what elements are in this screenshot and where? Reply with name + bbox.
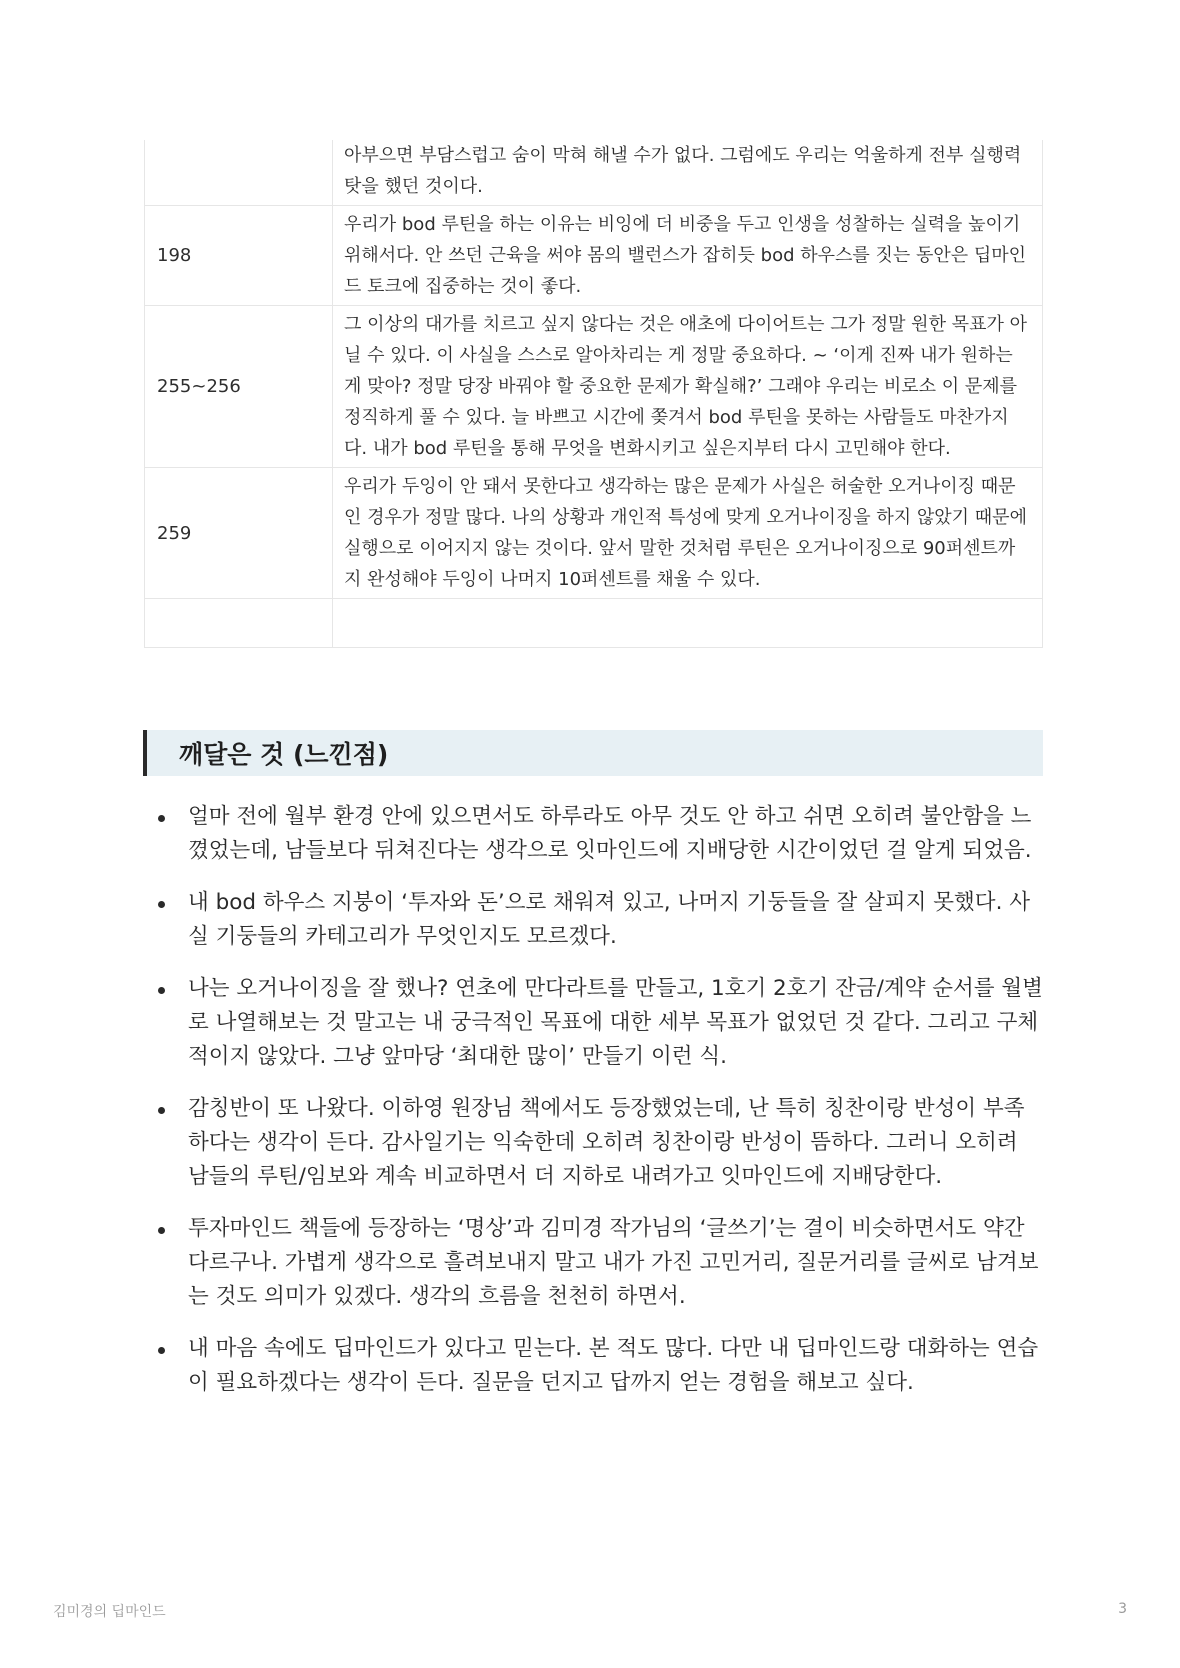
list-item [144,1092,1044,1194]
table-row [145,206,1043,306]
list-item-text: 내 bod 하우스 지붕이 ‘투자와 돈’으로 채워져 있고, 나머지 기둥들을 잘 살피지 못했다. 사실 기둥들의 카테고리가 무엇인지도 모르겠다. [188,890,1031,949]
list-item [144,1332,1044,1400]
quote-cell: 아부으면 부담스럽고 숨이 막혀 해낼 수가 없다. 그럼에도 우리는 억울하게 전부 실행력 탓을 했던 것이다. [333,140,1043,206]
page-number-cell: 259 [145,468,333,599]
bullet-icon [158,1227,165,1234]
page-number-cell [145,140,333,206]
list-item [144,800,1044,868]
list-item [144,1212,1044,1314]
table-row [145,140,1043,206]
quote-cell [333,599,1043,648]
bullet-icon [158,901,165,908]
section-heading [143,730,1043,776]
list-item-text: 얼마 전에 월부 환경 안에 있으면서도 하루라도 아무 것도 안 하고 쉬면 오히려 불안함을 느꼈었는데, 남들보다 뒤쳐진다는 생각으로 잇마인드에 지배당한 시간이었던 걸 알게 되었음. [188,804,1032,863]
list-item [144,886,1044,954]
page-number-cell: 198 [145,206,333,306]
page-number-cell: 255~256 [145,306,333,468]
footer-title: 김미경의 딥마인드 [53,1604,166,1620]
quote-cell: 우리가 bod 루틴을 하는 이유는 비잉에 더 비중을 두고 인생을 성찰하는 실력을 높이기 위해서다. 안 쓰던 근육을 써야 몸의 밸런스가 잡히듯 bod 하우스를 짓는 동안은 딥마인드 토크에 집중하는 것이 좋다. [333,206,1043,306]
list-item-text: 감칭반이 또 나왔다. 이하영 원장님 책에서도 등장했었는데, 난 특히 칭찬이랑 반성이 부족하다는 생각이 든다. 감사일기는 익숙한데 오히려 칭찬이랑 반성이 뜸하다. 그러니 오히려 남들의 루틴/임보와 계속 비교하면서 더 지하로 내려가고 잇마인드에 지배당한다. [188,1096,1025,1189]
list-item-text: 나는 오거나이징을 잘 했나? 연초에 만다라트를 만들고, 1호기 2호기 잔금/계약 순서를 월별로 나열해보는 것 말고는 내 궁극적인 목표에 대한 세부 목표가 없었던 것 같다. 그리고 구체적이지 않았다. 그냥 앞마당 ‘최대한 많이’ 만들기 이런 식. [188,976,1043,1069]
list-item-text: 투자마인드 책들에 등장하는 ‘명상’과 김미경 작가님의 ‘글쓰기’는 결이 비슷하면서도 약간 다르구나. 가볍게 생각으로 흘려보내지 말고 내가 가진 고민거리, 질문거리를 글씨로 남겨보는 것도 의미가 있겠다. 생각의 흐름을 천천히 하면서. [188,1216,1039,1309]
footer-page-number: 3 [1118,1601,1127,1617]
list-item-text: 내 마음 속에도 딥마인드가 있다고 믿는다. 본 적도 많다. 다만 내 딥마인드랑 대화하는 연습이 필요하겠다는 생각이 든다. 질문을 던지고 답까지 얻는 경험을 해보고 싶다. [188,1336,1039,1395]
list-item [144,972,1044,1074]
section-heading-text: 깨달은 것 (느낀점) [179,740,389,769]
bullet-icon [158,1107,165,1114]
bullet-icon [158,987,165,994]
bullet-icon [158,815,165,822]
quote-table [144,140,1043,648]
quote-cell: 우리가 두잉이 안 돼서 못한다고 생각하는 많은 문제가 사실은 허술한 오거나이징 때문인 경우가 정말 많다. 나의 상황과 개인적 특성에 맞게 오거나이징을 하지 않았기 때문에 실행으로 이어지지 않는 것이다. 앞서 말한 것처럼 루틴은 오거나이징으로 90퍼센트까지 완성해야 두잉이 나머지 10퍼센트를 채울 수 있다. [333,468,1043,599]
quote-cell: 그 이상의 대가를 치르고 싶지 않다는 것은 애초에 다이어트는 그가 정말 원한 목표가 아닐 수 있다. 이 사실을 스스로 알아차리는 게 정말 중요하다. ~ ‘이게 진짜 내가 원하는 게 맞아? 정말 당장 바꿔야 할 중요한 문제가 확실해?’ 그래야 우리는 비로소 이 문제를 정직하게 풀 수 있다. 늘 바쁘고 시간에 쫒겨서 bod 루틴을 못하는 사람들도 마찬가지다. 내가 bod 루틴을 통해 무엇을 변화시키고 싶은지부터 다시 고민해야 한다. [333,306,1043,468]
page-number-cell [145,599,333,648]
bullet-icon [158,1347,165,1354]
table-row [145,599,1043,648]
table-row [145,468,1043,599]
table-row [145,306,1043,468]
insight-list [144,800,1044,1418]
